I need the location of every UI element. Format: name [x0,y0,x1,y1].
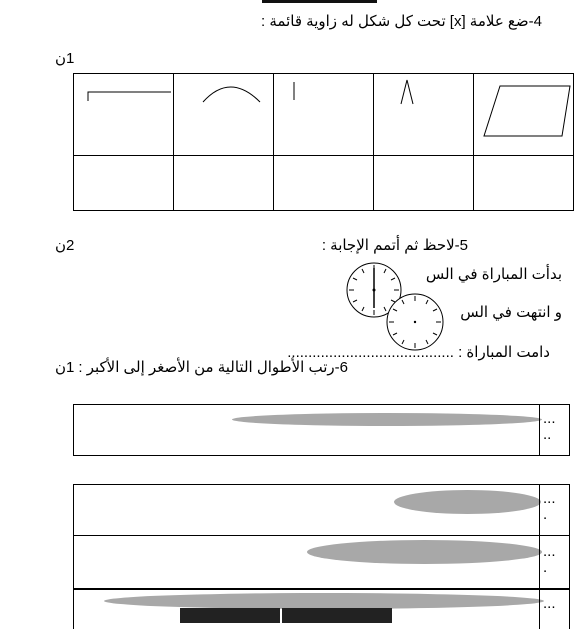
parallelogram-shape [474,74,573,150]
q5-score: 2ن [55,237,75,254]
acute-angle-shape [274,74,373,150]
q5-start-text: بدأت المباراة في الس [425,266,562,283]
answer-cell-5[interactable] [474,156,574,211]
answer-dots[interactable]: ... [539,590,569,629]
q6-score: 1ن [55,359,75,376]
length-bar [307,540,542,564]
answer-dots[interactable]: ... .. [539,405,569,455]
answer-dots[interactable]: ... . [539,485,569,535]
footer-bar-left [180,608,280,623]
length-bar [232,413,542,426]
q4-score: 1ن [55,50,75,67]
answer-cell-1[interactable] [74,156,174,211]
right-angle-shape [74,74,173,150]
footer-bar-right [282,608,392,623]
length-row [73,484,570,536]
shape-cell-acute-angle [274,74,374,156]
q5-end-text: و انتهت في الس [460,304,562,321]
answer-cell-3[interactable] [274,156,374,211]
q5-instruction: 5-لاحظ ثم أتمم الإجابة : [321,237,468,254]
shape-cell-right-angle [74,74,174,156]
q6-instruction: 6-رتب الأطوال التالية من الأصغر إلى الأكبر : [78,359,348,376]
narrow-angle-shape [374,74,473,150]
length-row [73,404,570,456]
top-border-bar [262,0,377,3]
answer-cell-4[interactable] [374,156,474,211]
length-bar [394,490,541,514]
shape-cell-arc [174,74,274,156]
length-bar [104,593,544,609]
length-row [73,535,570,589]
answer-cell-2[interactable] [174,156,274,211]
shape-cell-narrow-angle [374,74,474,156]
q4-instruction: 4-ضع علامة [x] تحت كل شكل له زاوية قائمة : [261,13,542,30]
shape-cell-parallelogram [474,74,574,156]
shapes-table [73,73,574,211]
answer-dots[interactable]: ... . [539,536,569,588]
arc-shape [174,74,273,150]
q5-duration-text: دامت المباراة : ........................................ [287,344,550,361]
